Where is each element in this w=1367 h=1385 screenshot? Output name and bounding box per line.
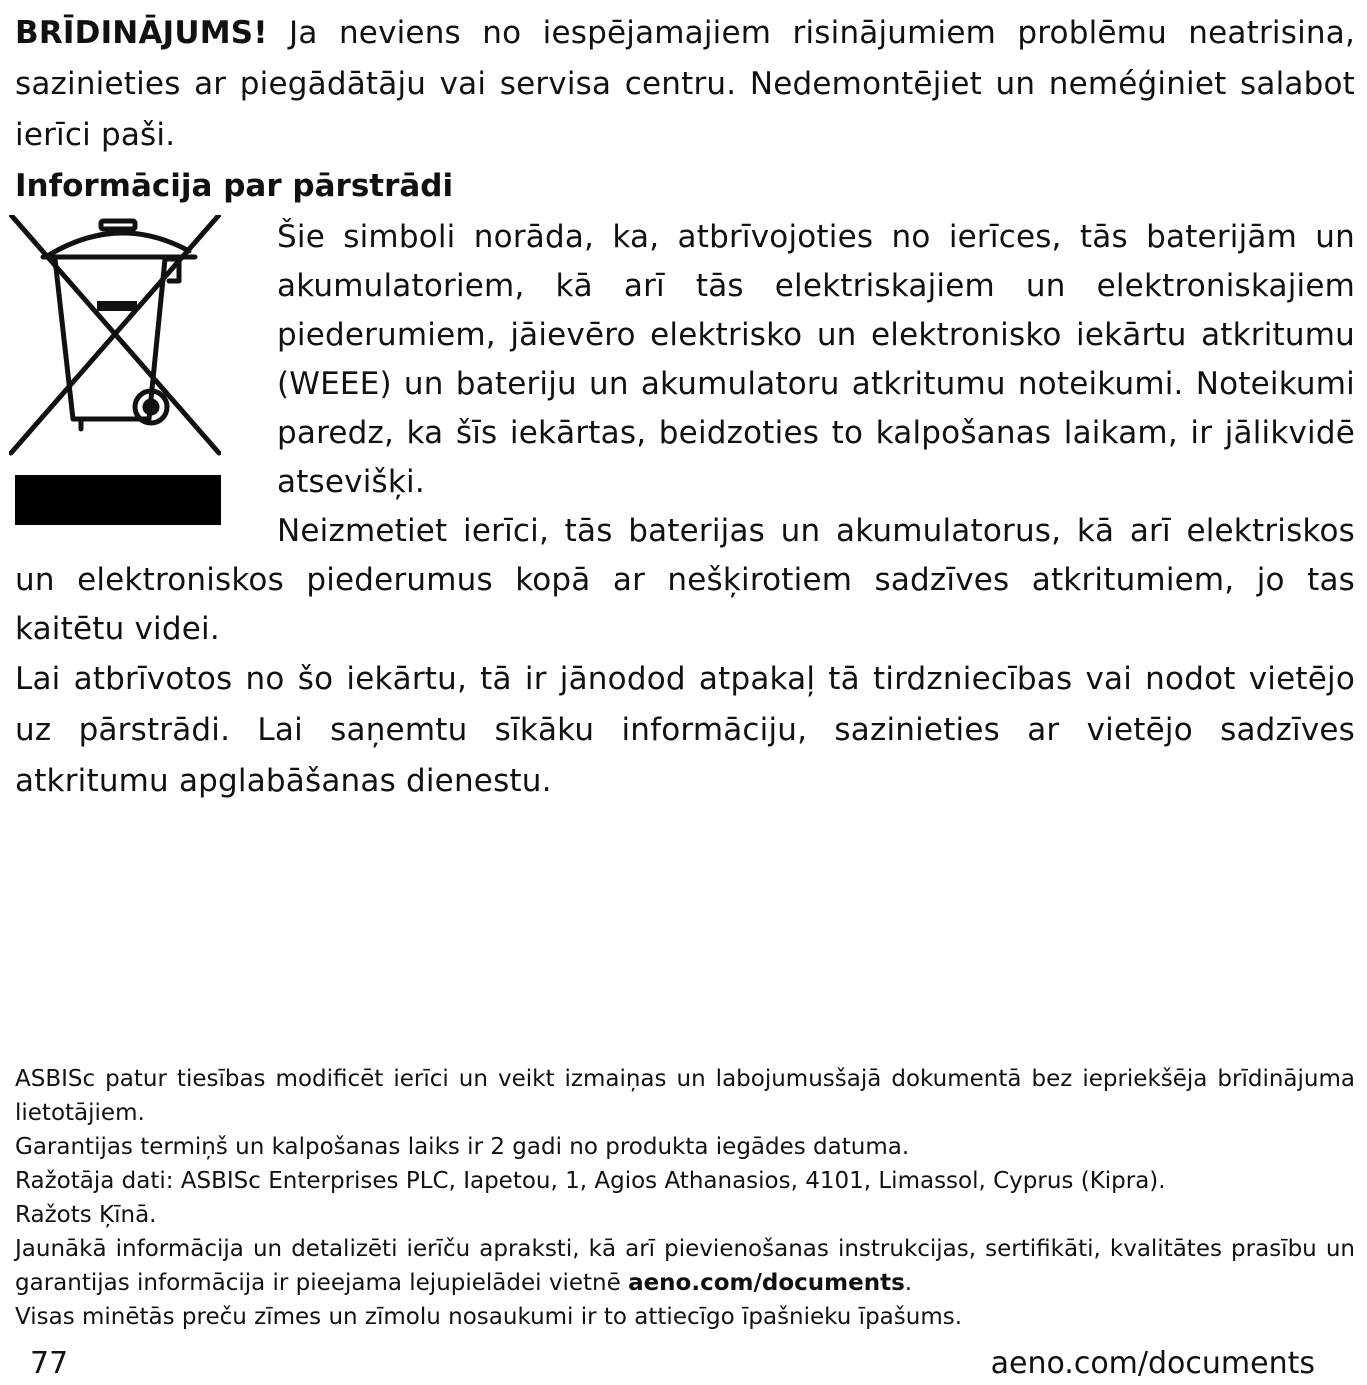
page-number: 77 <box>30 1346 69 1381</box>
footer <box>15 1062 1355 1334</box>
documents-link[interactable]: aeno.com/documents <box>628 1270 905 1296</box>
recycling-paragraph-2: Neizmetiet ierīci, tās baterijas un akumulatorus, kā arī elektriskos un elektroniskos piederumus kopā ar nešķirotiem sadzīves atkritumiem, jo tas kaitētu videi. <box>15 513 1355 647</box>
footer-line-modifications: ASBISc patur tiesības modificēt ierīci un veikt izmaiņas un labojumusšajā dokumentā bez iepriekšēja brīdinājuma lietotājiem. <box>15 1066 1355 1126</box>
recycling-paragraph-3: Lai atbrīvotos no šo iekārtu, tā ir jānodod atpakaļ tā tirdzniecības vai nodot vietējo uz pārstrādi. Lai saņemtu sīkāku informāciju, sazinieties ar vietējo sadzīves atkritumu apglabāšanas dienestu. <box>15 661 1355 799</box>
footer-documents-suffix: . <box>904 1270 913 1296</box>
footer-documents-text: Jaunākā informācija un detalizēti ierīču apraksti, kā arī pievienošanas instrukcijas, sertifikāti, kvalitātes prasību un garantijas informācija ir pieejama lejupielādei vietnē <box>15 1236 1355 1296</box>
footer-line-origin: Ražots Ķīnā. <box>15 1202 157 1228</box>
footer-url[interactable]: aeno.com/documents <box>990 1346 1315 1381</box>
warning-label: BRĪDINĀJUMS! <box>15 15 268 51</box>
recycling-title: Informācija par pārstrādi <box>15 168 454 204</box>
weee-crossed-bin-icon <box>9 215 221 525</box>
footer-line-warranty: Garantijas termiņš un kalpošanas laiks ir 2 gadi no produkta iegādes datuma. <box>15 1134 910 1160</box>
footer-line-documents <box>15 1232 1355 1300</box>
warning-text: Ja neviens no iespējamajiem risinājumiem problēmu neatrisina, sazinieties ar piegādātāju vai servisa centru. Nedemontējiet un neméģiniet salabot ierīci paši. <box>15 15 1355 153</box>
recycling-block <box>15 213 1355 654</box>
footer-line-trademarks: Visas minētās preču zīmes un zīmolu nosaukumi ir to attiecīgo īpašnieku īpašums. <box>15 1304 963 1330</box>
warning-paragraph <box>15 8 1355 161</box>
recycling-paragraph-1: Šie simboli norāda, ka, atbrīvojoties no ierīces, tās baterijām un akumulatoriem, kā arī tās elektriskajiem un elektroniskajiem piederumiem, jāievēro elektrisko un elektronisko iekārtu atkritumu (WEEE) un bateriju un akumulatoru atkritumu noteikumi. Noteikumi paredz, ka šīs iekārtas, beidzoties to kalpošanas laikam, ir jālikvidē atsevišķi. <box>277 219 1355 500</box>
footer-line-manufacturer: Ražotāja dati: ASBISc Enterprises PLC, Iapetou, 1, Agios Athanasios, 4101, Limassol, Cyprus (Kipra). <box>15 1168 1166 1194</box>
page-content <box>15 8 1355 807</box>
